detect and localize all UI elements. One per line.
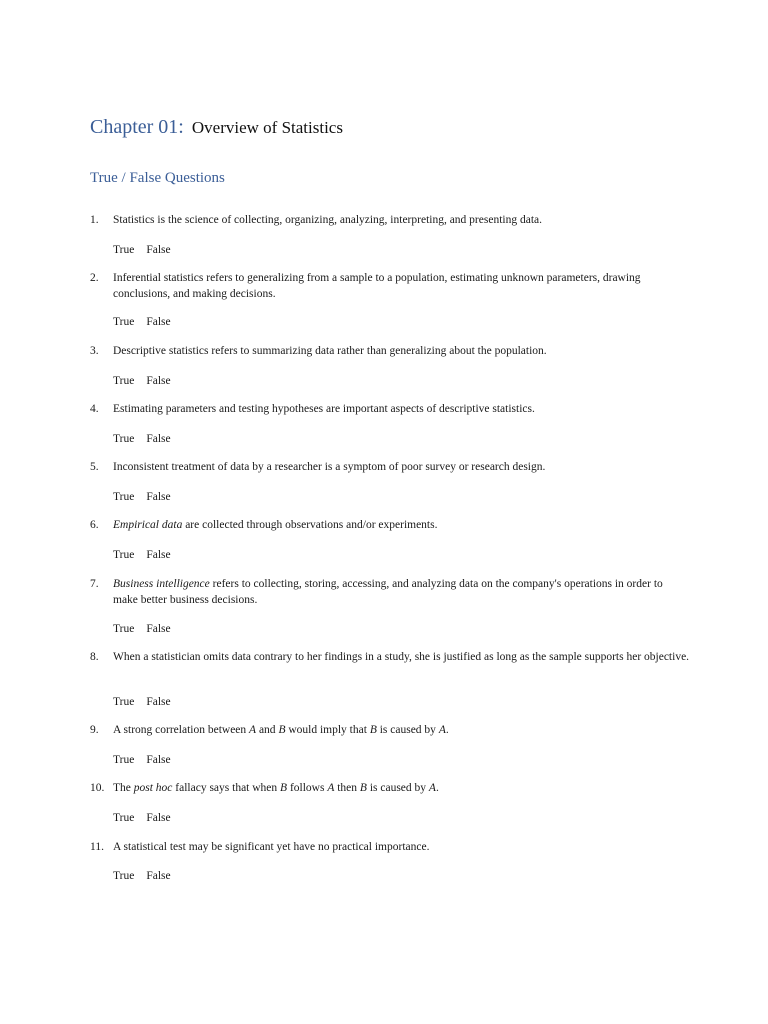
question-number: 1.: [90, 214, 99, 226]
chapter-label: Chapter 01:: [90, 116, 184, 138]
answer-options-11: [113, 869, 171, 884]
option-true[interactable]: True: [113, 754, 135, 766]
question-text: [113, 723, 690, 739]
option-false[interactable]: False: [146, 870, 171, 882]
option-true[interactable]: True: [113, 549, 135, 561]
answer-options-3: [113, 374, 171, 389]
text-part: .: [435, 782, 439, 794]
question-number: 11.: [90, 841, 104, 853]
text-part: .: [445, 724, 449, 736]
question-text: Inconsistent treatment of data by a researcher is a symptom of poor survey or research design.: [113, 461, 546, 473]
option-false[interactable]: False: [146, 754, 171, 766]
question-3: [90, 344, 690, 360]
option-false[interactable]: False: [146, 491, 171, 503]
question-text: Inferential statistics refers to generalizing from a sample to a population, estimating unknown parameters, drawing conclusions, and making decisions.: [113, 272, 641, 300]
answer-options-8: [113, 695, 171, 710]
question-number: 9.: [90, 724, 99, 736]
question-2: [90, 271, 690, 302]
question-text-rest: refers to collecting, storing, accessing, and analyzing data on the company's operations in order to make better business decisions.: [113, 578, 663, 606]
question-text: [113, 781, 690, 797]
question-number: 10.: [90, 782, 105, 794]
text-part: A strong correlation between: [113, 724, 250, 736]
option-false[interactable]: False: [146, 375, 171, 387]
answer-options-1: [113, 243, 171, 258]
question-5: [90, 460, 690, 476]
option-true[interactable]: True: [113, 696, 135, 708]
question-1: [90, 213, 690, 229]
option-true[interactable]: True: [113, 433, 135, 445]
option-false[interactable]: False: [146, 623, 171, 635]
variable: A: [327, 782, 335, 794]
option-false[interactable]: False: [146, 316, 171, 328]
question-text: Estimating parameters and testing hypotheses are important aspects of descriptive statistics.: [113, 403, 535, 415]
chapter-title: [90, 108, 343, 142]
option-true[interactable]: True: [113, 812, 135, 824]
option-true[interactable]: True: [113, 316, 135, 328]
variable: A: [249, 724, 257, 736]
text-part: would imply that: [285, 724, 370, 736]
question-text: [113, 577, 690, 608]
question-number: 5.: [90, 461, 99, 473]
option-false[interactable]: False: [146, 696, 171, 708]
question-number: 3.: [90, 345, 99, 357]
question-text-rest: are collected through observations and/or experiments.: [182, 519, 438, 531]
option-false[interactable]: False: [146, 812, 171, 824]
question-number: 6.: [90, 519, 99, 531]
option-false[interactable]: False: [146, 433, 171, 445]
answer-options-6: [113, 548, 171, 563]
question-number: 8.: [90, 651, 99, 663]
question-4: [90, 402, 690, 418]
text-part: is caused by: [376, 724, 439, 736]
text-part: is caused by: [366, 782, 429, 794]
option-true[interactable]: True: [113, 491, 135, 503]
question-text: When a statistician omits data contrary to her findings in a study, she is justified as long as the sample supports her objective.: [113, 651, 690, 663]
answer-options-7: [113, 622, 171, 637]
question-text: Statistics is the science of collecting, organizing, analyzing, interpreting, and presenting data.: [113, 214, 542, 226]
question-9: [90, 723, 690, 739]
question-number: 2.: [90, 272, 99, 284]
answer-options-5: [113, 490, 171, 505]
option-true[interactable]: True: [113, 244, 135, 256]
question-text: Descriptive statistics refers to summarizing data rather than generalizing about the population.: [113, 345, 547, 357]
answer-options-2: [113, 315, 171, 330]
question-7: [90, 577, 690, 608]
italic-term: Empirical data: [113, 519, 183, 531]
italic-term: post hoc: [133, 782, 173, 794]
variable: B: [278, 724, 286, 736]
question-number: 7.: [90, 578, 99, 590]
question-number: 4.: [90, 403, 99, 415]
answer-options-10: [113, 811, 171, 826]
variable: A: [428, 782, 436, 794]
question-text: [113, 518, 690, 534]
question-11: [90, 840, 690, 856]
option-true[interactable]: True: [113, 870, 135, 882]
text-part: fallacy says that when: [172, 782, 281, 794]
text-part: then: [334, 782, 360, 794]
question-10: [90, 781, 690, 797]
text-part: The: [113, 782, 134, 794]
option-true[interactable]: True: [113, 375, 135, 387]
answer-options-9: [113, 753, 171, 768]
option-true[interactable]: True: [113, 623, 135, 635]
option-false[interactable]: False: [146, 549, 171, 561]
chapter-name: Overview of Statistics: [191, 118, 343, 137]
variable: A: [438, 724, 446, 736]
question-text: A statistical test may be significant yet have no practical importance.: [113, 841, 430, 853]
section-title: True / False Questions: [90, 170, 225, 186]
text-part: follows: [287, 782, 328, 794]
answer-options-4: [113, 432, 171, 447]
question-6: [90, 518, 690, 534]
italic-term: Business intelligence: [113, 578, 210, 590]
question-8: [90, 650, 690, 666]
variable: B: [359, 782, 367, 794]
variable: B: [369, 724, 377, 736]
variable: B: [280, 782, 288, 794]
option-false[interactable]: False: [146, 244, 171, 256]
text-part: and: [256, 724, 279, 736]
